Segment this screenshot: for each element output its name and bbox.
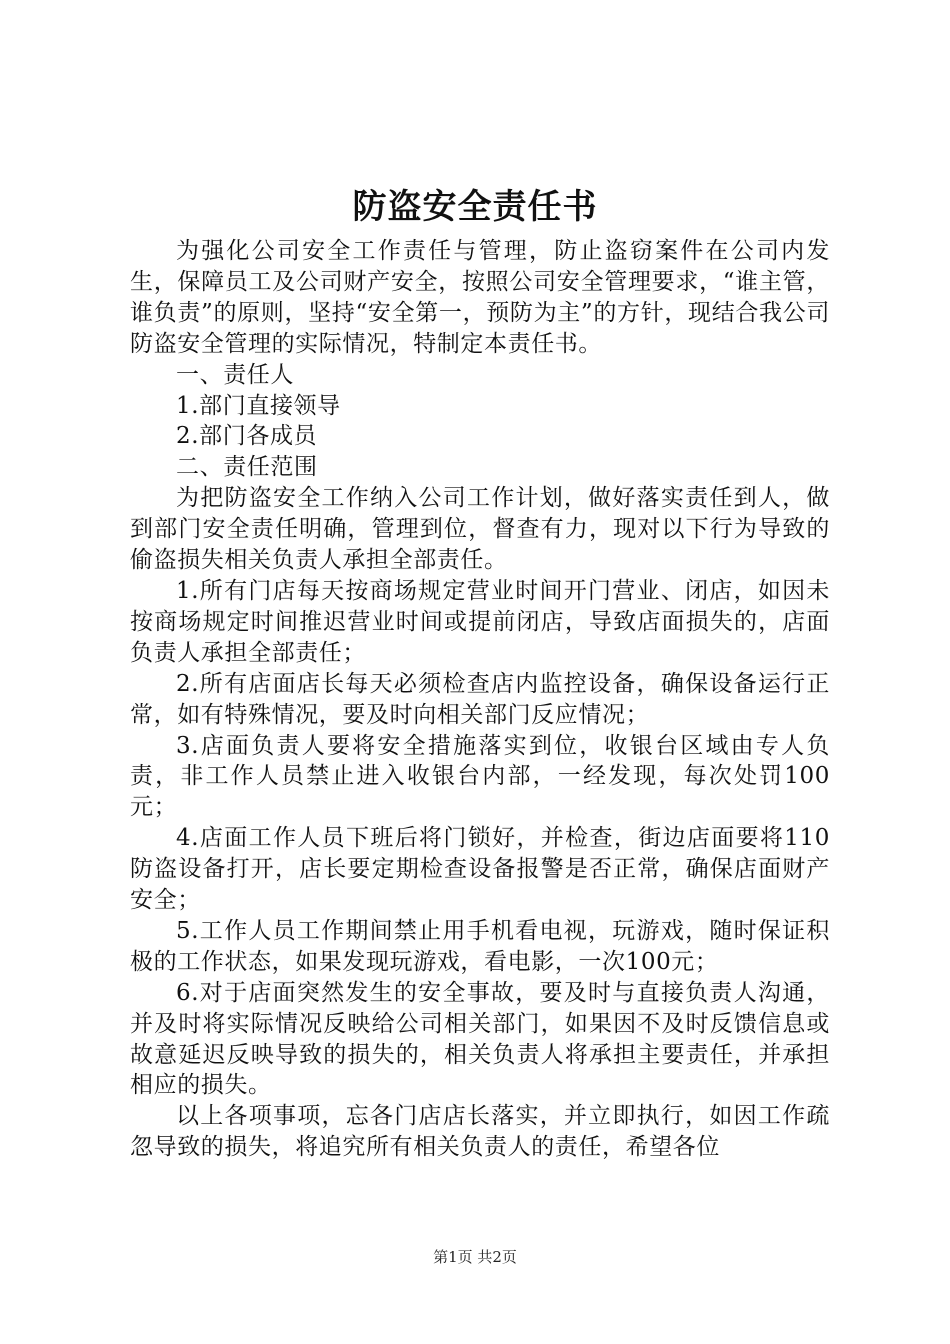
list-item: 1.部门直接领导 (176, 392, 341, 419)
scope-paragraph: 为把防盗安全工作纳入公司工作计划，做好落实责任到人，做到部门安全责任明确，管理到位，督查有力，现对以下行为导致的偷盗损失相关负责人承担全部责任。 (130, 485, 830, 574)
section-heading-responsible-persons: 一、责任人 (176, 361, 294, 388)
intro-paragraph: 为强化公司安全工作责任与管理，防止盗窃案件在公司内发生，保障员工及公司财产安全，按照公司安全管理要求，“谁主管，谁负责”的原则，坚持“安全第一，预防为主”的方针，现结合我公司防盗安全管理的实际情况，特制定本责任书。 (130, 238, 830, 357)
closing-paragraph: 以上各项事项，忘各门店店长落实，并立即执行，如因工作疏忽导致的损失，将追究所有相关负责人的责任，希望各位 (130, 1103, 830, 1161)
rule-item: 3.店面负责人要将安全措施落实到位，收银台区域由专人负责，非工作人员禁止进入收银台内部，一经发现，每次处罚100元； (130, 732, 830, 821)
document-title: 防盗安全责任书 (352, 187, 598, 227)
rule-item: 4.店面工作人员下班后将门锁好，并检查，街边店面要将110防盗设备打开，店长要定期检查设备报警是否正常，确保店面财产安全； (130, 825, 830, 914)
document-body (130, 236, 830, 1163)
rule-item: 2.所有店面店长每天必须检查店内监控设备，确保设备运行正常，如有特殊情况，要及时向相关部门反应情况； (130, 670, 830, 728)
list-item: 2.部门各成员 (176, 423, 318, 450)
rule-item: 1.所有门店每天按商场规定营业时间开门营业、闭店，如因未按商场规定时间推迟营业时间或提前闭店，导致店面损失的，店面负责人承担全部责任； (130, 577, 830, 666)
page-footer: 第1页 共2页 (433, 1248, 517, 1266)
rule-item: 5.工作人员工作期间禁止用手机看电视，玩游戏，随时保证积极的工作状态，如果发现玩游戏，看电影，一次100元； (130, 917, 830, 975)
rule-item: 6.对于店面突然发生的安全事故，要及时与直接负责人沟通，并及时将实际情况反映给公司相关部门，如果因不及时反馈信息或故意延迟反映导致的损失的，相关负责人将承担主要责任，并承担相应的损失。 (130, 979, 830, 1099)
section-heading-responsibility-scope: 二、责任范围 (176, 454, 318, 481)
